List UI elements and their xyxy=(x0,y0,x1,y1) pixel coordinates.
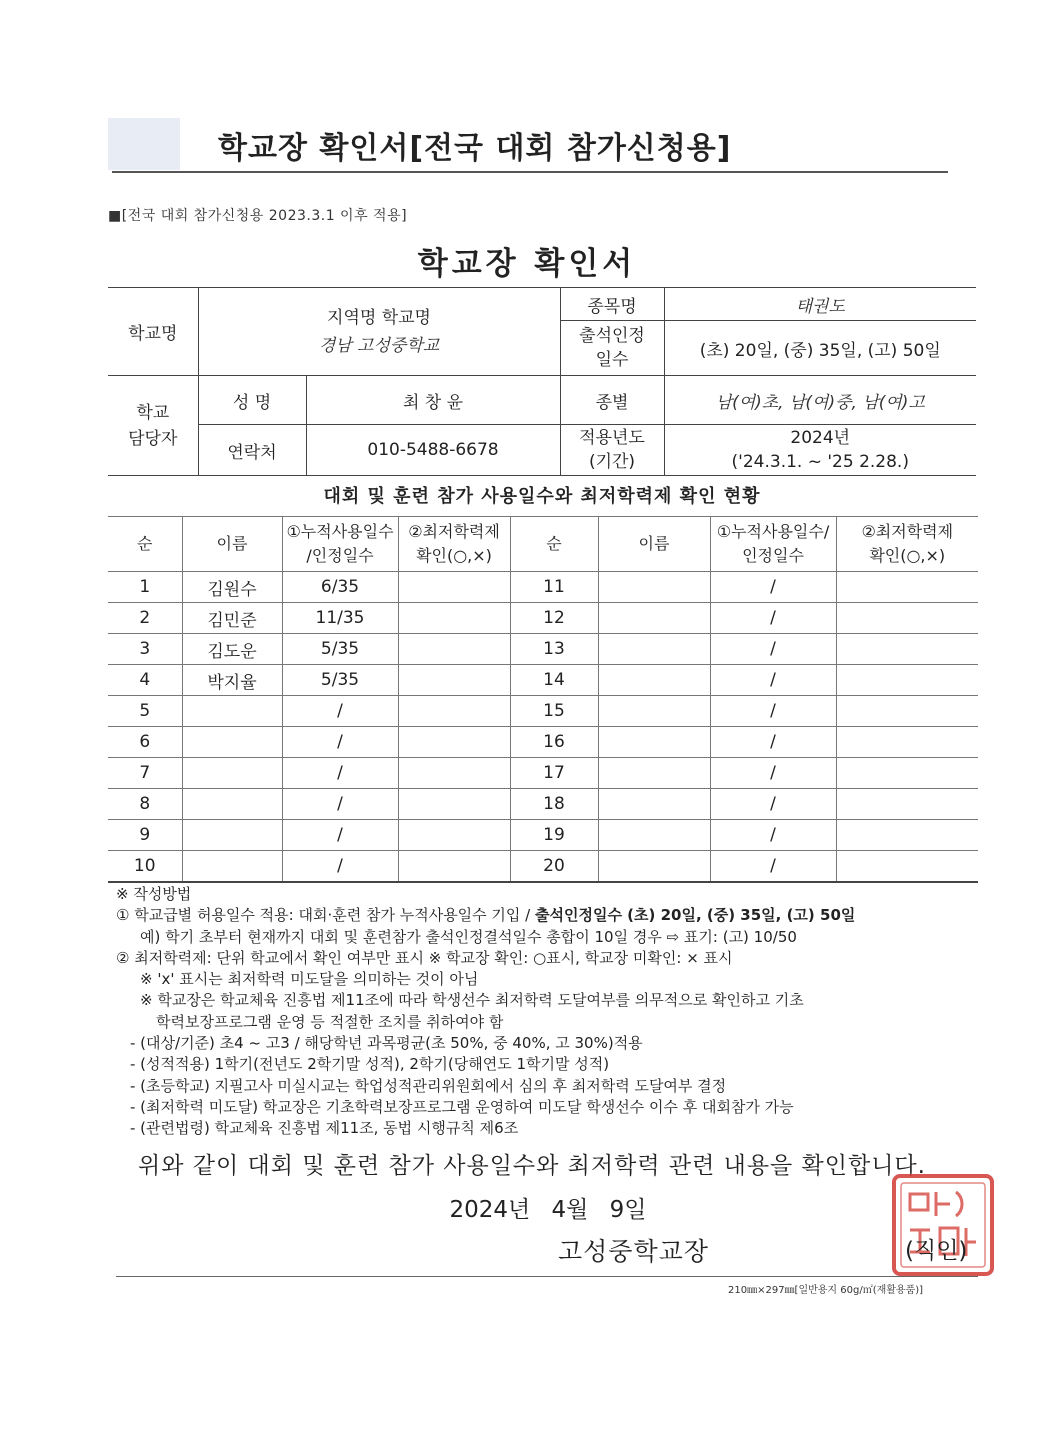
school-label: 학교명 xyxy=(108,288,198,376)
page-title: 학교장 확인서[전국 대회 참가신청용] xyxy=(218,131,732,166)
note-1 xyxy=(116,905,996,926)
table-row xyxy=(108,851,978,883)
row-check-right xyxy=(836,634,978,665)
header-name: 이름 xyxy=(182,517,282,572)
row-no: 10 xyxy=(108,851,182,883)
school-info-table xyxy=(108,287,976,476)
row-check-right xyxy=(836,696,978,727)
title-tab-decoration xyxy=(108,118,180,170)
row-name xyxy=(182,851,282,883)
row-check xyxy=(398,603,510,634)
sport-label: 종목명 xyxy=(560,288,664,321)
row-name xyxy=(182,727,282,758)
row-check-right xyxy=(836,727,978,758)
row-check xyxy=(398,634,510,665)
row-check xyxy=(398,820,510,851)
row-name: 김도운 xyxy=(182,634,282,665)
header-check: ②최저학력제 확인(○,×) xyxy=(398,517,510,572)
manager-name-label: 성 명 xyxy=(198,376,306,425)
header-no: 순 xyxy=(108,517,182,572)
row-days: / xyxy=(282,789,398,820)
row-name: 김민준 xyxy=(182,603,282,634)
row-check-right xyxy=(836,572,978,603)
row-check xyxy=(398,696,510,727)
header-name-right: 이름 xyxy=(598,517,710,572)
row-no-right: 16 xyxy=(510,727,598,758)
note-8: - (초등학교) 지필고사 미실시교는 학업성적관리위원회에서 심의 후 최저학력 도달여부 결정 xyxy=(130,1076,727,1095)
row-days: 5/35 xyxy=(282,634,398,665)
note-3: ※ 'x' 표시는 최저학력 미도달을 의미하는 것이 아님 xyxy=(140,970,479,989)
row-check xyxy=(398,665,510,696)
attendance-value: (초) 20일, (중) 35일, (고) 50일 xyxy=(664,321,976,376)
manager-label: 학교 담당자 xyxy=(108,376,198,476)
row-name-right xyxy=(598,820,710,851)
year-label: 적용년도 (기간) xyxy=(560,425,664,476)
row-name xyxy=(182,758,282,789)
row-name-right xyxy=(598,789,710,820)
table-row xyxy=(108,603,978,634)
row-no-right: 19 xyxy=(510,820,598,851)
note-10: - (관련법령) 학교체육 진흥법 제11조, 동법 시행규칙 제6조 xyxy=(130,1119,519,1138)
note-1-text: ① 학교급별 허용일수 적용: 대회·훈련 참가 누적사용일수 기입 / xyxy=(116,906,535,925)
school-sublabel: 지역명 학교명 xyxy=(327,307,431,328)
row-no: 4 xyxy=(108,665,182,696)
contact-label: 연락처 xyxy=(198,425,306,476)
note-1-bold: 출석인정일수 (초) 20일, (중) 35일, (고) 50일 xyxy=(535,906,856,925)
row-no-right: 11 xyxy=(510,572,598,603)
row-name-right xyxy=(598,696,710,727)
note-7: - (성적적용) 1학기(전년도 2학기말 성적), 2학기(당해연도 1학기말 성적) xyxy=(130,1055,610,1074)
row-days-right: / xyxy=(710,758,836,789)
document-title: 학교장 확인서 xyxy=(417,246,637,282)
row-no-right: 20 xyxy=(510,851,598,883)
row-name-right xyxy=(598,851,710,883)
row-check xyxy=(398,572,510,603)
row-no-right: 12 xyxy=(510,603,598,634)
row-name-right xyxy=(598,572,710,603)
row-check-right xyxy=(836,851,978,883)
period-value: ('24.3.1. ~ '25 2.28.) xyxy=(731,452,909,472)
table-row xyxy=(108,727,978,758)
section-title: 대회 및 훈련 참가 사용일수와 최저학력제 확인 현황 xyxy=(323,486,761,507)
row-no: 7 xyxy=(108,758,182,789)
row-check xyxy=(398,851,510,883)
row-days-right: / xyxy=(710,851,836,883)
row-no-right: 13 xyxy=(510,634,598,665)
row-name xyxy=(182,696,282,727)
table-row xyxy=(108,820,978,851)
header-no-right: 순 xyxy=(510,517,598,572)
row-check-right xyxy=(836,758,978,789)
row-days: 5/35 xyxy=(282,665,398,696)
row-check xyxy=(398,758,510,789)
note-6: - (대상/기준) 초4 ~ 고3 / 해당학년 과목평균(초 50%, 중 40%, 고 30%)적용 xyxy=(130,1034,643,1053)
row-days-right: / xyxy=(710,665,836,696)
row-name: 김원수 xyxy=(182,572,282,603)
row-check-right xyxy=(836,820,978,851)
row-days-right: / xyxy=(710,696,836,727)
seal-label: (직인) xyxy=(905,1238,968,1264)
row-no: 1 xyxy=(108,572,182,603)
table-row xyxy=(108,758,978,789)
table-row xyxy=(108,789,978,820)
sport-value: 태권도 xyxy=(664,288,976,321)
row-name-right xyxy=(598,634,710,665)
confirmation-statement: 위와 같이 대회 및 훈련 참가 사용일수와 최저학력 관련 내용을 확인합니다. xyxy=(138,1153,926,1179)
row-no-right: 18 xyxy=(510,789,598,820)
row-days: / xyxy=(282,820,398,851)
manager-name: 최 창 윤 xyxy=(306,376,560,425)
row-no: 6 xyxy=(108,727,182,758)
category-value: 남(여)초, 남(여)중, 남(여)고 xyxy=(664,376,976,425)
paper-spec: 210㎜×297㎜[일반용지 60g/㎡(재활용품)] xyxy=(728,1285,924,1296)
principal-title: 고성중학교장 xyxy=(558,1237,709,1266)
row-no: 8 xyxy=(108,789,182,820)
row-check-right xyxy=(836,789,978,820)
row-days-right: / xyxy=(710,603,836,634)
attendance-label: 출석인정 일수 xyxy=(560,321,664,376)
note-2: ② 최저학력제: 단위 학교에서 확인 여부만 표시 ※ 학교장 확인: ○표시, 학교장 미확인: × 표시 xyxy=(116,948,733,967)
table-row xyxy=(108,572,978,603)
row-check-right xyxy=(836,603,978,634)
row-name xyxy=(182,789,282,820)
notes-heading: ※ 작성방법 xyxy=(116,885,192,903)
note-1-example: 예) 학기 초부터 현재까지 대회 및 훈련참가 출석인정결석일수 총합이 10일 경우 ⇨ 표기: (고) 10/50 xyxy=(140,927,797,946)
note-4: ※ 학교장은 학교체육 진흥법 제11조에 따라 학생선수 최저학력 도달여부를 의무적으로 확인하고 기초 xyxy=(140,991,804,1010)
participation-table xyxy=(108,516,978,883)
row-no: 5 xyxy=(108,696,182,727)
row-no-right: 15 xyxy=(510,696,598,727)
row-name-right xyxy=(598,727,710,758)
instructions xyxy=(116,884,996,1140)
row-check-right xyxy=(836,665,978,696)
row-days-right: / xyxy=(710,789,836,820)
header-days: ①누적사용일수 /인정일수 xyxy=(282,517,398,572)
row-name: 박지율 xyxy=(182,665,282,696)
title-divider xyxy=(112,171,948,173)
row-days: 6/35 xyxy=(282,572,398,603)
school-name: 경남 고성중학교 xyxy=(318,335,440,356)
row-days-right: / xyxy=(710,820,836,851)
row-no: 9 xyxy=(108,820,182,851)
year-value: 2024년 xyxy=(790,428,851,448)
category-label: 종별 xyxy=(560,376,664,425)
row-name-right xyxy=(598,603,710,634)
row-days: / xyxy=(282,851,398,883)
row-check xyxy=(398,727,510,758)
row-name xyxy=(182,820,282,851)
header-days-right: ①누적사용일수/ 인정일수 xyxy=(710,517,836,572)
form-version-note: ■[전국 대회 참가신청용 2023.3.1 이후 적용] xyxy=(108,208,408,224)
table-row xyxy=(108,696,978,727)
header-check-right: ②최저학력제 확인(○,×) xyxy=(836,517,978,572)
row-days-right: / xyxy=(710,727,836,758)
note-9: - (최저학력 미도달) 학교장은 기초학력보장프로그램 운영하여 미도달 학생선수 이수 후 대회참가 가능 xyxy=(130,1097,794,1116)
row-days-right: / xyxy=(710,634,836,665)
table-row xyxy=(108,665,978,696)
row-name-right xyxy=(598,665,710,696)
table-row xyxy=(108,634,978,665)
row-days: / xyxy=(282,696,398,727)
row-check xyxy=(398,789,510,820)
contact-value: 010-5488-6678 xyxy=(306,425,560,476)
row-no: 2 xyxy=(108,603,182,634)
issue-date: 2024년 4월 9일 xyxy=(449,1197,647,1223)
row-no-right: 17 xyxy=(510,758,598,789)
row-days: / xyxy=(282,758,398,789)
note-5: 학력보장프로그램 운영 등 적절한 조치를 취하여야 함 xyxy=(156,1012,504,1031)
row-name-right xyxy=(598,758,710,789)
row-no-right: 14 xyxy=(510,665,598,696)
bottom-divider xyxy=(116,1276,978,1277)
row-days: 11/35 xyxy=(282,603,398,634)
row-no: 3 xyxy=(108,634,182,665)
row-days: / xyxy=(282,727,398,758)
row-days-right: / xyxy=(710,572,836,603)
